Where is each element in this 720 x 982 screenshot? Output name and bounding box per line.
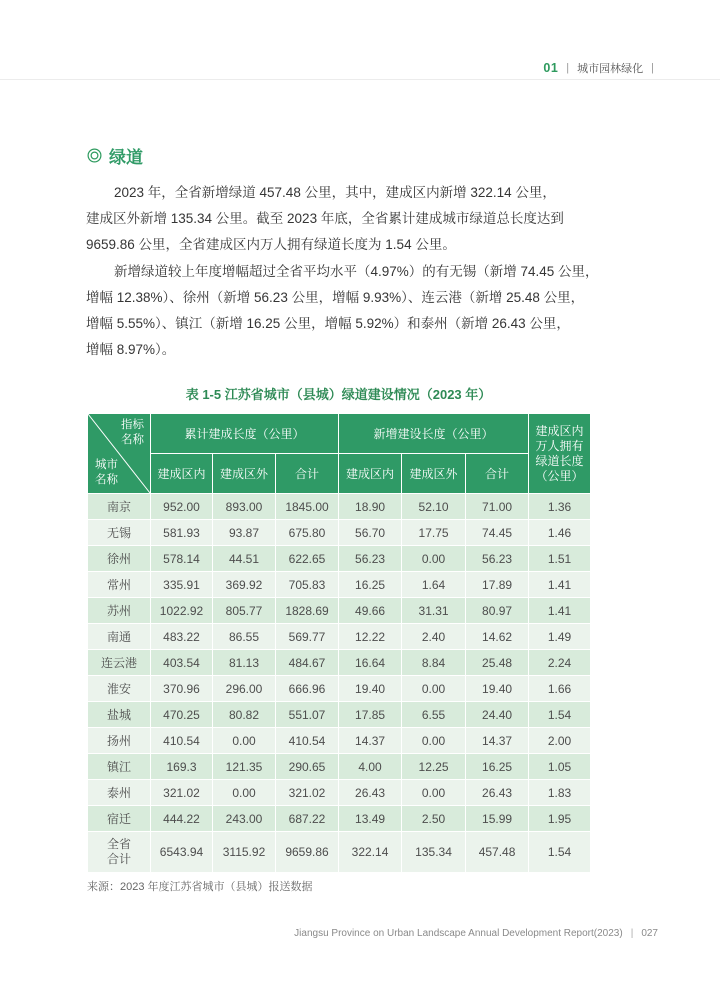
corner-label-line: 名称	[95, 474, 118, 486]
cum-inner-cell: 1022.92	[151, 598, 213, 624]
corner-label-line: 城市	[95, 459, 118, 471]
subheader-new-inner: 建成区内	[339, 454, 402, 494]
paragraph-line: 新增绿道较上年度增幅超过全省平均水平（4.97%）的有无锡（新增 74.45 公里，	[114, 263, 599, 279]
body-text	[86, 180, 599, 363]
source-note: 来源：2023 年度江苏省城市（县城）报送数据	[87, 881, 313, 893]
new-inner-cell: 4.00	[339, 754, 402, 780]
cum-total-cell: 687.22	[276, 806, 339, 832]
new-outer-cell: 12.25	[402, 754, 466, 780]
new-inner-cell: 12.22	[339, 624, 402, 650]
city-name-cell: 淮安	[88, 676, 151, 702]
per-10k-cell: 1.54	[529, 702, 591, 728]
new-outer-cell: 0.00	[402, 546, 466, 572]
header-line: 绿道长度	[535, 453, 584, 468]
cum-outer-cell: 805.77	[213, 598, 276, 624]
cum-total-cell: 675.80	[276, 520, 339, 546]
corner-label-line: 名称	[121, 434, 144, 446]
header-per-10k-people	[529, 414, 591, 494]
city-name-cell: 常州	[88, 572, 151, 598]
chapter-title: 城市园林绿化	[577, 63, 644, 75]
cum-total-cell: 410.54	[276, 728, 339, 754]
new-outer-cell: 135.34	[402, 832, 466, 873]
table-row	[88, 754, 591, 780]
new-inner-cell: 19.40	[339, 676, 402, 702]
total-label-cell	[88, 832, 151, 873]
cum-inner-cell: 470.25	[151, 702, 213, 728]
running-header	[543, 60, 662, 76]
new-outer-cell: 52.10	[402, 494, 466, 520]
new-inner-cell: 16.64	[339, 650, 402, 676]
city-name-cell: 镇江	[88, 754, 151, 780]
new-outer-cell: 2.40	[402, 624, 466, 650]
city-name-cell: 连云港	[88, 650, 151, 676]
new-total-cell: 15.99	[466, 806, 529, 832]
header-line: 建成区内	[535, 423, 584, 438]
paragraph-line: 增幅 12.38%）、徐州（新增 56.23 公里，增幅 9.93%）、连云港（新增 25.48 公里，	[86, 289, 585, 305]
per-10k-cell: 1.83	[529, 780, 591, 806]
per-10k-cell: 2.00	[529, 728, 591, 754]
subheader-cum-inner: 建成区内	[151, 454, 213, 494]
table-row	[88, 520, 591, 546]
per-10k-cell: 1.49	[529, 624, 591, 650]
body-paragraph	[86, 180, 596, 259]
section-title: 绿道	[109, 147, 143, 167]
new-total-cell: 19.40	[466, 676, 529, 702]
table-row	[88, 702, 591, 728]
cum-outer-cell: 296.00	[213, 676, 276, 702]
corner-header-cell	[88, 414, 151, 494]
subheader-new-outer: 建成区外	[402, 454, 466, 494]
paragraph-line: 9659.86 公里，全省建成区内万人拥有绿道长度为 1.54 公里。	[86, 237, 456, 253]
new-inner-cell: 56.70	[339, 520, 402, 546]
cum-outer-cell: 243.00	[213, 806, 276, 832]
new-outer-cell: 2.50	[402, 806, 466, 832]
per-10k-cell: 1.51	[529, 546, 591, 572]
subheader-new-total: 合计	[466, 454, 529, 494]
new-total-cell: 80.97	[466, 598, 529, 624]
per-10k-cell: 1.41	[529, 598, 591, 624]
cum-outer-cell: 3115.92	[213, 832, 276, 873]
double-circle-icon	[87, 148, 102, 163]
cum-total-cell: 666.96	[276, 676, 339, 702]
cum-inner-cell: 169.3	[151, 754, 213, 780]
new-total-cell: 56.23	[466, 546, 529, 572]
chapter-number: 01	[543, 61, 559, 75]
new-inner-cell: 13.49	[339, 806, 402, 832]
paragraph-line: 增幅 5.55%）、镇江（新增 16.25 公里，增幅 5.92%）和泰州（新增 26.43 公里，	[86, 316, 570, 332]
per-10k-cell: 1.95	[529, 806, 591, 832]
new-inner-cell: 26.43	[339, 780, 402, 806]
corner-city-label	[95, 458, 118, 488]
body-paragraph	[86, 259, 599, 364]
per-10k-cell: 1.36	[529, 494, 591, 520]
cum-outer-cell: 93.87	[213, 520, 276, 546]
city-name-cell: 苏州	[88, 598, 151, 624]
city-name-cell: 盐城	[88, 702, 151, 728]
table-row	[88, 494, 591, 520]
new-total-cell: 26.43	[466, 780, 529, 806]
cum-total-cell: 9659.86	[276, 832, 339, 873]
total-label-line: 合计	[106, 852, 131, 866]
cum-inner-cell: 370.96	[151, 676, 213, 702]
cum-outer-cell: 0.00	[213, 728, 276, 754]
page-footer	[294, 926, 658, 940]
table-row	[88, 650, 591, 676]
new-outer-cell: 1.64	[402, 572, 466, 598]
cum-total-cell: 321.02	[276, 780, 339, 806]
header-separator: |	[651, 62, 654, 74]
new-inner-cell: 14.37	[339, 728, 402, 754]
city-name-cell: 扬州	[88, 728, 151, 754]
header-line: 万人拥有	[535, 438, 584, 453]
cum-outer-cell: 44.51	[213, 546, 276, 572]
new-inner-cell: 16.25	[339, 572, 402, 598]
total-label-line: 全省	[106, 837, 131, 851]
new-total-cell: 74.45	[466, 520, 529, 546]
new-total-cell: 16.25	[466, 754, 529, 780]
cum-inner-cell: 410.54	[151, 728, 213, 754]
new-outer-cell: 8.84	[402, 650, 466, 676]
new-inner-cell: 56.23	[339, 546, 402, 572]
city-name-cell: 无锡	[88, 520, 151, 546]
cum-total-cell: 1828.69	[276, 598, 339, 624]
table-row	[88, 728, 591, 754]
greenway-table	[87, 413, 591, 873]
new-outer-cell: 0.00	[402, 728, 466, 754]
new-outer-cell: 31.31	[402, 598, 466, 624]
cum-outer-cell: 369.92	[213, 572, 276, 598]
new-outer-cell: 17.75	[402, 520, 466, 546]
per-10k-cell: 2.24	[529, 650, 591, 676]
paragraph-line: 增幅 8.97%）。	[86, 342, 176, 358]
table-row	[88, 806, 591, 832]
cum-total-cell: 1845.00	[276, 494, 339, 520]
per-10k-cell: 1.66	[529, 676, 591, 702]
city-name-cell: 泰州	[88, 780, 151, 806]
group-header-new: 新增建设长度（公里）	[339, 414, 529, 454]
table-title: 表 1-5 江苏省城市（县城）绿道建设情况（2023 年）	[185, 387, 492, 402]
new-inner-cell: 17.85	[339, 702, 402, 728]
cum-total-cell: 622.65	[276, 546, 339, 572]
city-name-cell: 南京	[88, 494, 151, 520]
city-name-cell: 宿迁	[88, 806, 151, 832]
cum-inner-cell: 335.91	[151, 572, 213, 598]
cum-inner-cell: 321.02	[151, 780, 213, 806]
table-row	[88, 598, 591, 624]
table-subheader-row	[88, 454, 591, 494]
new-inner-cell: 49.66	[339, 598, 402, 624]
new-outer-cell: 0.00	[402, 780, 466, 806]
city-name-cell: 徐州	[88, 546, 151, 572]
cum-outer-cell: 893.00	[213, 494, 276, 520]
table-header-row	[88, 414, 591, 454]
cum-outer-cell: 0.00	[213, 780, 276, 806]
cum-total-cell: 569.77	[276, 624, 339, 650]
per-10k-cell: 1.05	[529, 754, 591, 780]
cum-total-cell: 484.67	[276, 650, 339, 676]
cum-inner-cell: 403.54	[151, 650, 213, 676]
cum-inner-cell: 444.22	[151, 806, 213, 832]
cum-inner-cell: 581.93	[151, 520, 213, 546]
new-total-cell: 17.89	[466, 572, 529, 598]
table-row	[88, 546, 591, 572]
paragraph-line: 建成区外新增 135.34 公里。截至 2023 年底，全省累计建成城市绿道总长度达到	[86, 211, 564, 227]
per-10k-cell: 1.54	[529, 832, 591, 873]
cum-outer-cell: 121.35	[213, 754, 276, 780]
cum-outer-cell: 80.82	[213, 702, 276, 728]
new-inner-cell: 18.90	[339, 494, 402, 520]
new-inner-cell: 322.14	[339, 832, 402, 873]
table-row	[88, 572, 591, 598]
cum-inner-cell: 578.14	[151, 546, 213, 572]
new-outer-cell: 6.55	[402, 702, 466, 728]
paragraph-line: 2023 年，全省新增绿道 457.48 公里，其中，建成区内新增 322.14 公里，	[114, 185, 556, 200]
cum-total-cell: 290.65	[276, 754, 339, 780]
page-number: 027	[641, 927, 658, 939]
header-line: （公里）	[535, 468, 584, 483]
city-name-cell: 南通	[88, 624, 151, 650]
cum-outer-cell: 86.55	[213, 624, 276, 650]
table-total-row	[88, 832, 591, 873]
new-total-cell: 457.48	[466, 832, 529, 873]
section-heading	[87, 144, 143, 166]
cum-total-cell: 551.07	[276, 702, 339, 728]
new-outer-cell: 0.00	[402, 676, 466, 702]
header-rule	[0, 79, 720, 80]
cum-inner-cell: 952.00	[151, 494, 213, 520]
corner-label-line: 指标	[121, 419, 144, 431]
table-row	[88, 676, 591, 702]
new-total-cell: 25.48	[466, 650, 529, 676]
new-total-cell: 14.62	[466, 624, 529, 650]
subheader-cum-total: 合计	[276, 454, 339, 494]
new-total-cell: 24.40	[466, 702, 529, 728]
header-separator: |	[566, 62, 570, 74]
subheader-cum-outer: 建成区外	[213, 454, 276, 494]
report-title: Jiangsu Province on Urban Landscape Annual Development Report(2023)	[294, 927, 623, 939]
new-total-cell: 71.00	[466, 494, 529, 520]
cum-outer-cell: 81.13	[213, 650, 276, 676]
cum-inner-cell: 483.22	[151, 624, 213, 650]
per-10k-cell: 1.41	[529, 572, 591, 598]
per-10k-cell: 1.46	[529, 520, 591, 546]
group-header-cumulative: 累计建成长度（公里）	[151, 414, 339, 454]
cum-total-cell: 705.83	[276, 572, 339, 598]
footer-separator: |	[630, 927, 634, 939]
table-row	[88, 624, 591, 650]
corner-indicator-label	[121, 418, 144, 448]
table-row	[88, 780, 591, 806]
new-total-cell: 14.37	[466, 728, 529, 754]
cum-inner-cell: 6543.94	[151, 832, 213, 873]
